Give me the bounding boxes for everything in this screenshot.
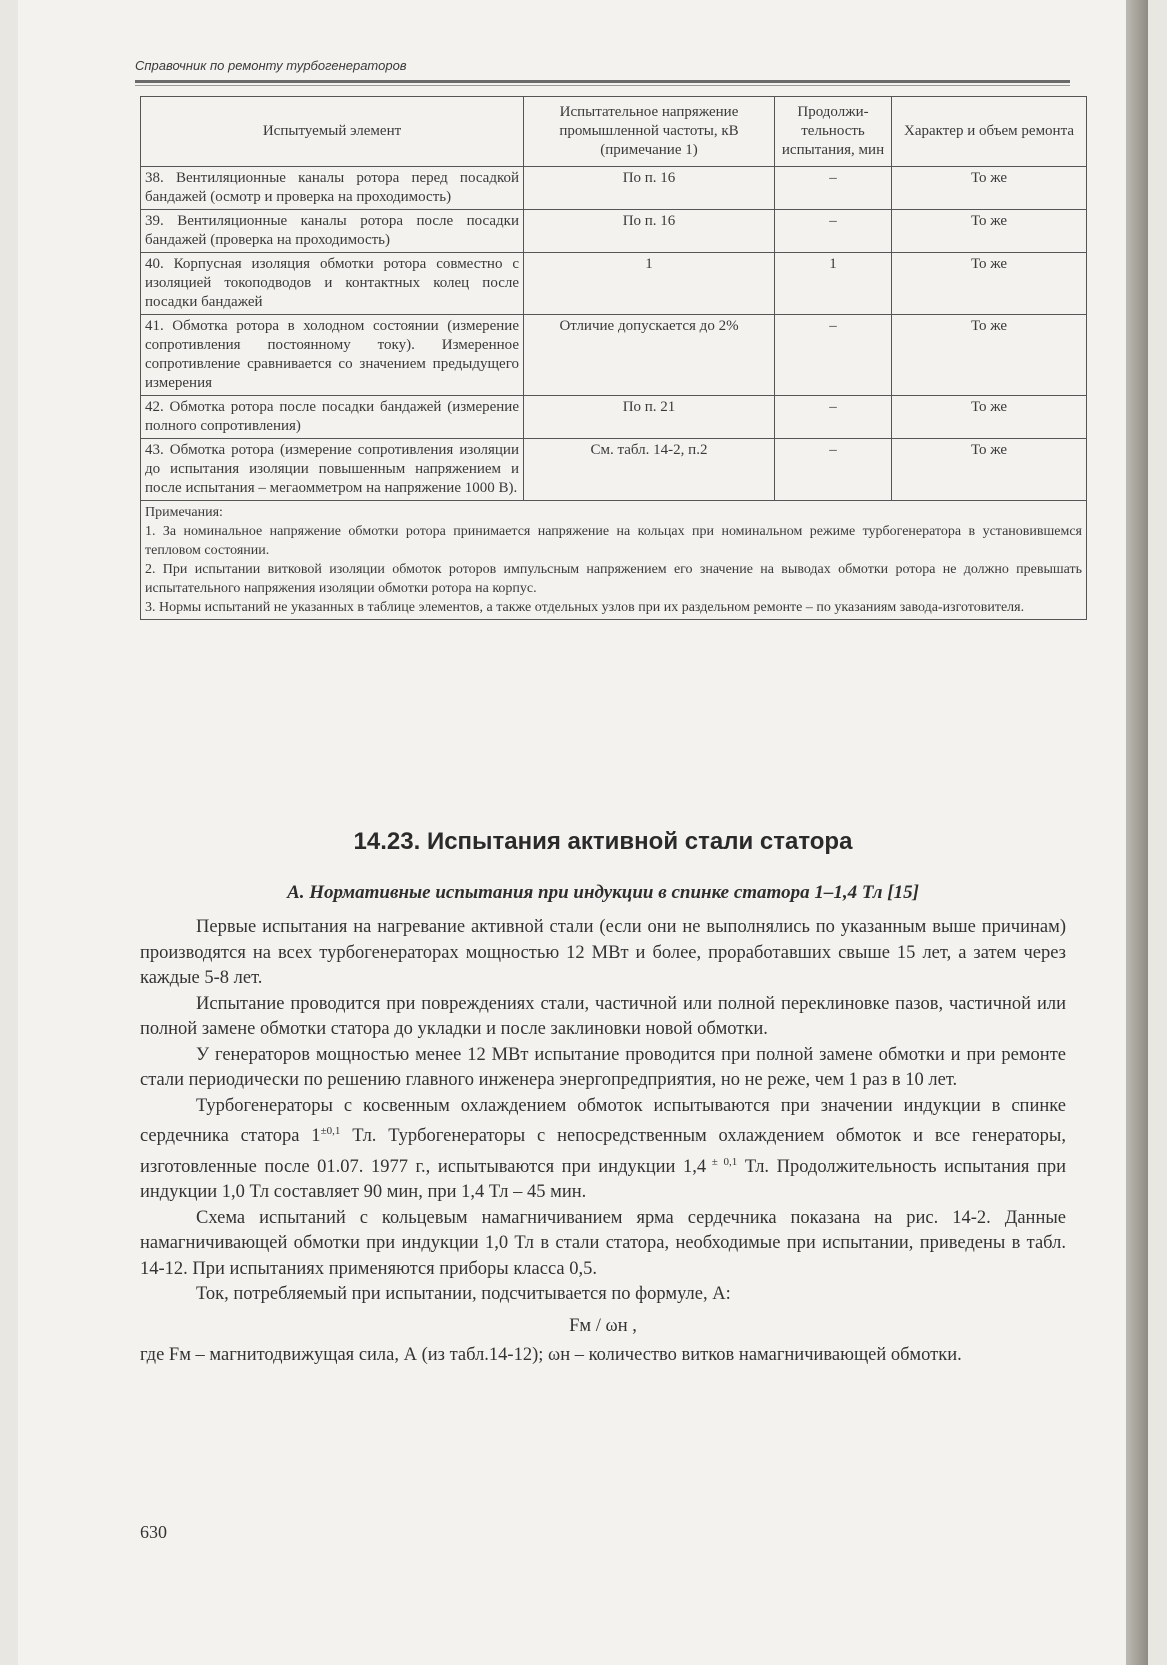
body-text [140, 915, 1066, 1369]
table-header-row [141, 97, 1087, 167]
cell-voltage: По п. 21 [524, 396, 775, 439]
cell-repair: То же [892, 439, 1087, 501]
section-title: 14.23. Испытания активной стали статора [353, 828, 853, 855]
cell-voltage: Отличие допускается до 2% [524, 315, 775, 396]
cell-element: 41. Обмотка ротора в холодном состоянии (измерение сопротивления постоянному току). Измеренное сопротивление сравнивается со значением предыдущего измерения [141, 315, 524, 396]
table-row [141, 253, 1087, 315]
cell-element: 40. Корпусная изоляция обмотки ротора совместно с изоляцией токоподводов и контактных колец после посадки бандажей [141, 253, 524, 315]
paragraph: У генераторов мощностью менее 12 МВт испытание проводится при полной замене обмотки и при ремонте стали периодически по решению главного инженера энергопредприятия, но не реже, чем 1 раз в 10 лет. [140, 1044, 1066, 1090]
cell-repair: То же [892, 396, 1087, 439]
paragraph-part: Турбогенераторы с косвенным охлаждением обмоток испытываются при значении индукции в спинке сердечника статора 1 [140, 1095, 1066, 1147]
paragraph-part: Тл. Продолжительность испытания при индукции 1,0 Тл составляет 90 мин, при 1,4 Тл – 45 мин. [140, 1156, 1067, 1203]
cell-repair: То же [892, 315, 1087, 396]
paragraph: Схема испытаний с кольцевым намагничиванием ярма сердечника показана на рис. 14-2. Данные намагничивающей обмотки при индукции 1,0 Тл в стали статора, необходимые при испытании, приведены в табл. 14-12. При испытаниях применяются приборы класса 0,5. [140, 1207, 1066, 1279]
header-rule-thin [135, 85, 1070, 86]
table-row [141, 210, 1087, 253]
header-repair: Характер и объем ремонта [892, 97, 1087, 167]
running-head: Справочник по ремонту турбогенераторов [135, 58, 407, 73]
tolerance-superscript: ± 0,1 [706, 1155, 738, 1168]
subsection-title: А. Нормативные испытания при индукции в спинке статора 1–1,4 Тл [15] [287, 882, 919, 903]
cell-duration: – [775, 439, 892, 501]
paragraph-part: Тл. Турбогенераторы с непосредственным охлаждением обмоток и все генераторы, изготовленные после 01.07. 1977 г., испытываются при индукции 1,4 [140, 1126, 1066, 1177]
cell-duration: – [775, 315, 892, 396]
paragraph: Испытание проводится при повреждениях стали, частичной или полной переклиновке пазов, частичной или полной замене обмотки статора до укладки и после заклиновки новой обмотки. [140, 993, 1066, 1039]
cell-element: 38. Вентиляционные каналы ротора перед посадкой бандажей (осмотр и проверка на проходимость) [141, 167, 524, 210]
formula: Fм / ωн , [569, 1315, 637, 1336]
paragraph: Ток, потребляемый при испытании, подсчитывается по формуле, А: [196, 1284, 731, 1305]
paragraph: Первые испытания на нагревание активной стали (если они не выполнялись по указанным выше причинам) производятся на всех турбогенераторах мощностью 12 МВт и более, проработавших свыше 15 лет, а затем через каждые 5-8 лет. [140, 917, 1066, 988]
cell-voltage: По п. 16 [524, 210, 775, 253]
note-item: 3. Нормы испытаний не указанных в таблице элементов, а также отдельных узлов при их раздельном ремонте – по указаниям завода-изготовителя. [145, 600, 1025, 615]
paragraph: где Fм – магнитодвижущая сила, А (из табл.14-12); ωн – количество витков намагничивающей обмотки. [140, 1345, 962, 1366]
table-notes-row [141, 501, 1087, 620]
table-row [141, 315, 1087, 396]
page-number: 630 [140, 1522, 167, 1542]
test-norms-table [140, 96, 1087, 620]
cell-voltage: См. табл. 14-2, п.2 [524, 439, 775, 501]
cell-duration: – [775, 396, 892, 439]
cell-element: 39. Вентиляционные каналы ротора после посадки бандажей (проверка на проходимость) [141, 210, 524, 253]
paragraph [140, 1094, 1066, 1206]
cell-voltage: По п. 16 [524, 167, 775, 210]
note-item: 2. При испытании витковой изоляции обмоток роторов импульсным напряжением его значение на выводах обмотки ротора не должно превышать испытательного напряжения изоляции обмотки ротора на корпус. [145, 562, 1082, 596]
notes-title: Примечания: [145, 505, 223, 520]
table-row [141, 396, 1087, 439]
header-rule [135, 80, 1070, 83]
header-duration: Продолжи-тельность испытания, мин [775, 97, 892, 167]
header-element: Испытуемый элемент [141, 97, 524, 167]
cell-duration: – [775, 210, 892, 253]
cell-element: 43. Обмотка ротора (измерение сопротивления изоляции до испытания изоляции повышенным напряжением и после испытания – мегаомметром на напряжение 1000 В). [141, 439, 524, 501]
tolerance-superscript: ±0,1 [320, 1125, 341, 1137]
table-notes [141, 501, 1087, 620]
table-row [141, 167, 1087, 210]
cell-element: 42. Обмотка ротора после посадки бандажей (измерение полного сопротивления) [141, 396, 524, 439]
note-item: 1. За номинальное напряжение обмотки ротора принимается напряжение на кольцах при номинальном режиме турбогенератора в установившемся тепловом состоянии. [145, 524, 1082, 558]
cell-duration: 1 [775, 253, 892, 315]
cell-voltage: 1 [524, 253, 775, 315]
header-voltage: Испытательное напряжение промышленной частоты, кВ (примечание 1) [524, 97, 775, 167]
cell-repair: То же [892, 167, 1087, 210]
table-row [141, 439, 1087, 501]
cell-duration: – [775, 167, 892, 210]
cell-repair: То же [892, 253, 1087, 315]
cell-repair: То же [892, 210, 1087, 253]
page-edge-shadow [1126, 0, 1148, 1665]
